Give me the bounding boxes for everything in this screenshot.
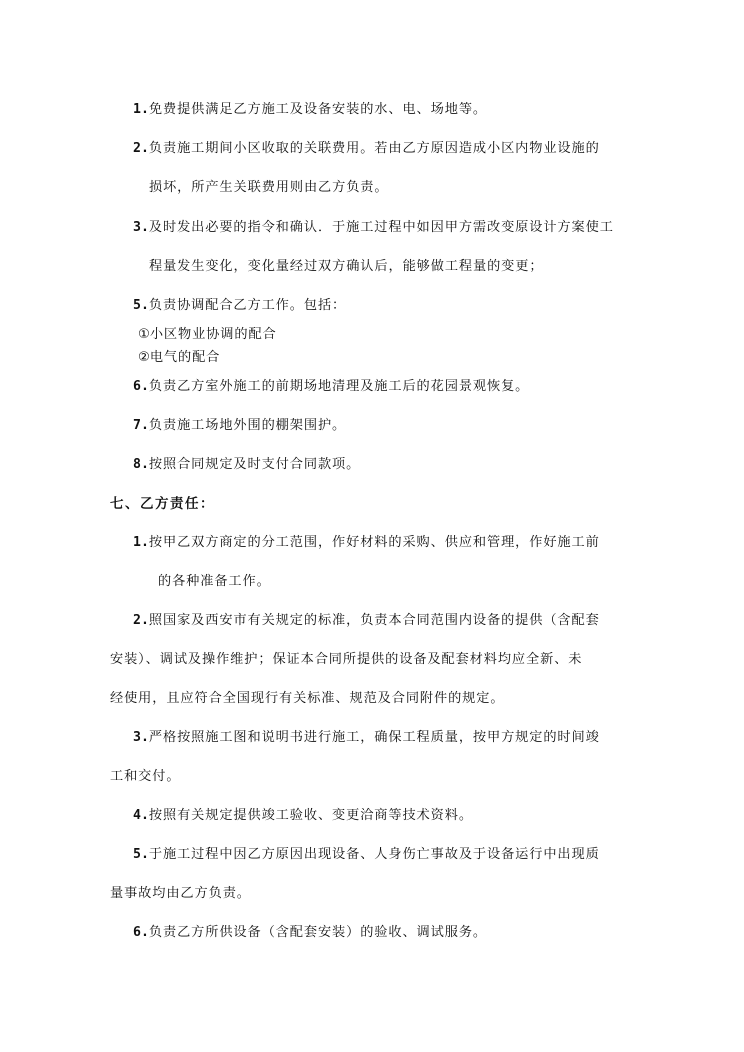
sub-item-2 (138, 346, 220, 365)
item-number: 6. (133, 925, 149, 940)
item-number: 5. (133, 847, 149, 862)
item-number: 1. (133, 102, 149, 117)
contractor-item-4 (133, 804, 473, 823)
contractor-item-5 (133, 843, 600, 862)
item-number: 3. (133, 220, 149, 235)
owner-item-3-continuation: 程量发生变化，变化量经过双方确认后，能够做工程量的变更； (149, 259, 544, 274)
item-number: 5. (133, 298, 149, 313)
contractor-item-3 (133, 726, 600, 745)
sub-item-text: 小区物业协调的配合 (149, 327, 277, 342)
item-text: 免费提供满足乙方施工及设备安装的水、电、场地等。 (148, 102, 487, 117)
owner-item-8 (133, 453, 360, 472)
item-number: 8. (133, 457, 149, 472)
contractor-item-3-continuation: 工和交付。 (110, 769, 181, 784)
item-number: 7. (133, 418, 149, 433)
owner-item-7 (133, 414, 346, 433)
item-number: 4. (133, 808, 149, 823)
circled-number: ① (138, 327, 150, 342)
item-text: 严格按照施工图和说明书进行施工，确保工程质量，按甲方规定的时间竣 (148, 730, 600, 745)
sub-item-text: 电气的配合 (149, 350, 221, 365)
item-text: 按照有关规定提供竣工验收、变更洽商等技术资料。 (148, 808, 473, 823)
item-number: 3. (133, 730, 149, 745)
item-text: 照国家及西安市有关规定的标准，负责本合同范围内设备的提供（含配套 (148, 613, 600, 628)
owner-item-2-continuation: 损坏，所产生关联费用则由乙方负责。 (149, 180, 389, 195)
contractor-item-2-continuation: 安装）、调试及操作维护；保证本合同所提供的设备及配套材料均应全新、未 (110, 652, 583, 667)
item-text: 按甲乙双方商定的分工范围，作好材料的采购、供应和管理，作好施工前 (148, 535, 600, 550)
section-heading: 七、乙方责任： (110, 496, 215, 512)
owner-item-3 (133, 216, 614, 235)
item-number: 6. (133, 379, 149, 394)
owner-item-5 (133, 294, 346, 313)
item-text: 负责乙方所供设备（含配套安装）的验收、调试服务。 (148, 925, 487, 940)
contractor-item-1 (133, 531, 600, 550)
sub-item-1 (138, 323, 277, 342)
item-number: 2. (133, 613, 149, 628)
item-text: 及时发出必要的指令和确认．于施工过程中如因甲方需改变原设计方案使工 (148, 220, 614, 235)
owner-item-2 (133, 137, 600, 156)
item-text: 负责施工期间小区收取的关联费用。若由乙方原因造成小区内物业设施的 (148, 141, 600, 156)
item-number: 2. (133, 141, 149, 156)
contractor-item-1-continuation: 的各种准备工作。 (158, 574, 271, 589)
item-text: 负责协调配合乙方工作。包括： (148, 298, 347, 313)
contractor-item-5-continuation: 量事故均由乙方负责。 (110, 886, 251, 901)
owner-item-6 (133, 375, 529, 394)
owner-item-1 (133, 98, 487, 117)
item-number: 1. (133, 535, 149, 550)
item-text: 于施工过程中因乙方原因出现设备、人身伤亡事故及于设备运行中出现质 (148, 847, 600, 862)
item-text: 按照合同规定及时支付合同款项。 (148, 457, 361, 472)
circled-number: ② (138, 350, 150, 365)
contractor-item-2-continuation-2: 经使用，且应符合全国现行有关标准、规范及合同附件的规定。 (110, 691, 505, 706)
item-text: 负责施工场地外围的棚架围护。 (148, 418, 347, 433)
item-text: 负责乙方室外施工的前期场地清理及施工后的花园景观恢复。 (148, 379, 530, 394)
contractor-item-2 (133, 609, 600, 628)
contractor-item-6 (133, 921, 487, 940)
